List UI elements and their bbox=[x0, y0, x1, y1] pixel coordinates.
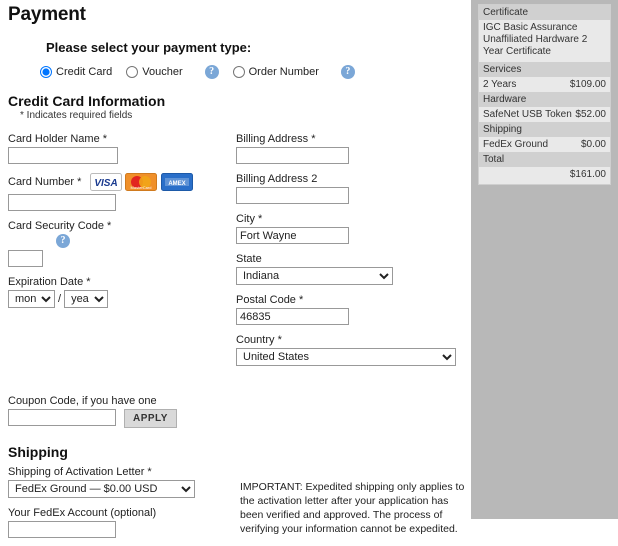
svg-text:VISA: VISA bbox=[94, 178, 119, 189]
form-column-left bbox=[8, 133, 223, 317]
page-title: Payment bbox=[8, 4, 86, 25]
field-billing-address-2 bbox=[236, 173, 466, 204]
coupon-code-input[interactable] bbox=[8, 409, 116, 426]
field-billing-address-1 bbox=[236, 133, 466, 164]
billing-address-1-input[interactable] bbox=[236, 147, 349, 164]
payment-type-credit-card-label: Credit Card bbox=[56, 66, 113, 78]
svg-text:AMEX: AMEX bbox=[167, 181, 186, 187]
city-input[interactable] bbox=[236, 227, 349, 244]
cart-line-shipping-name: FedEx Ground bbox=[483, 139, 549, 150]
expiration-separator: / bbox=[58, 293, 62, 305]
cart-line-shipping-amount: $0.00 bbox=[580, 139, 606, 150]
cart-heading-certificate: Certificate bbox=[479, 5, 610, 20]
label-city: City * bbox=[236, 213, 263, 225]
field-postal-code bbox=[236, 294, 466, 325]
field-card-holder-name bbox=[8, 133, 223, 164]
form-columns bbox=[4, 133, 462, 381]
radio-voucher[interactable] bbox=[126, 66, 138, 78]
label-state: State bbox=[236, 253, 262, 265]
cart-heading-total: Total bbox=[479, 152, 610, 167]
select-payment-type-heading: Please select your payment type: bbox=[46, 40, 252, 55]
cart-line-hardware-name: SafeNet USB Token bbox=[483, 109, 572, 120]
help-icon-security-code[interactable]: ? bbox=[56, 234, 70, 248]
label-country: Country * bbox=[236, 334, 282, 346]
label-card-holder-name: Card Holder Name * bbox=[8, 133, 108, 145]
payment-type-credit-card[interactable] bbox=[40, 66, 112, 78]
label-expiration-date: Expiration Date * bbox=[8, 276, 91, 288]
radio-credit-card[interactable] bbox=[40, 66, 52, 78]
help-icon-order-number[interactable]: ? bbox=[341, 65, 355, 79]
field-fedex-account bbox=[8, 507, 223, 538]
form-column-right bbox=[236, 133, 466, 375]
field-city bbox=[236, 213, 466, 244]
cart-line-hardware-amount: $52.00 bbox=[575, 109, 606, 120]
label-billing-address-2: Billing Address 2 bbox=[236, 173, 318, 185]
label-billing-address-1: Billing Address * bbox=[236, 133, 316, 145]
label-card-number: Card Number * bbox=[8, 175, 82, 188]
cart-total-amount: $161.00 bbox=[569, 169, 606, 180]
coupon-section bbox=[8, 395, 462, 428]
activation-letter-shipping-select[interactable] bbox=[8, 480, 195, 498]
cart-line-services-name: 2 Years bbox=[483, 79, 517, 90]
radio-order-number[interactable] bbox=[233, 66, 245, 78]
cart-line-shipping bbox=[479, 137, 610, 152]
cart-line-hardware bbox=[479, 107, 610, 122]
label-card-security-code: Card Security Code * bbox=[8, 220, 112, 232]
state-select[interactable] bbox=[236, 267, 393, 285]
cart-heading-services: Services bbox=[479, 62, 610, 77]
payment-type-radio-group bbox=[40, 65, 462, 79]
card-holder-name-input[interactable] bbox=[8, 147, 118, 164]
credit-card-section-title: Credit Card Information bbox=[8, 93, 166, 109]
visa-icon bbox=[90, 173, 122, 191]
order-summary-sidebar bbox=[471, 0, 618, 519]
field-activation-letter-shipping bbox=[8, 466, 223, 498]
country-select[interactable] bbox=[236, 348, 456, 366]
field-card-number bbox=[8, 173, 223, 211]
required-fields-note: * Indicates required fields bbox=[20, 110, 133, 121]
payment-type-voucher[interactable] bbox=[126, 66, 182, 78]
label-postal-code: Postal Code * bbox=[236, 294, 304, 306]
payment-type-order-number-label: Order Number bbox=[248, 66, 319, 78]
field-state bbox=[236, 253, 466, 285]
svg-text:MasterCard: MasterCard bbox=[131, 185, 152, 190]
billing-address-2-input[interactable] bbox=[236, 187, 349, 204]
cart-heading-shipping: Shipping bbox=[479, 122, 610, 137]
mastercard-icon bbox=[125, 173, 157, 191]
postal-code-input[interactable] bbox=[236, 308, 349, 325]
expiration-year-select[interactable] bbox=[64, 290, 108, 308]
cart-line-services-amount: $109.00 bbox=[569, 79, 606, 90]
shipping-important-note: IMPORTANT: Expedited shipping only applies to the activation letter after your application has been verified and approved. The process of verifying your information cannot be expedited. bbox=[240, 481, 465, 535]
card-brand-icons bbox=[90, 173, 192, 191]
field-card-security-code bbox=[8, 220, 223, 267]
expiration-date-row bbox=[8, 290, 223, 308]
field-expiration-date bbox=[8, 276, 223, 308]
cart-line-total bbox=[479, 167, 610, 184]
shipping-fields bbox=[8, 466, 465, 546]
label-coupon-code: Coupon Code, if you have one bbox=[8, 395, 157, 407]
cart-line-services bbox=[479, 77, 610, 92]
field-country bbox=[236, 334, 466, 366]
cart-heading-hardware: Hardware bbox=[479, 92, 610, 107]
expiration-month-select[interactable] bbox=[8, 290, 55, 308]
card-security-code-input[interactable] bbox=[8, 250, 43, 267]
order-summary-panel bbox=[478, 4, 611, 185]
label-fedex-account: Your FedEx Account (optional) bbox=[8, 507, 157, 519]
card-number-input[interactable] bbox=[8, 194, 116, 211]
payment-type-order-number[interactable] bbox=[233, 66, 319, 78]
help-icon-voucher[interactable]: ? bbox=[205, 65, 219, 79]
cart-certificate-description: IGC Basic Assurance Unaffiliated Hardware 2 Year Certificate bbox=[483, 22, 588, 57]
fedex-account-input[interactable] bbox=[8, 521, 116, 538]
shipping-section-title: Shipping bbox=[8, 444, 68, 460]
amex-icon bbox=[161, 173, 193, 191]
coupon-row bbox=[8, 409, 462, 428]
label-activation-letter-shipping: Shipping of Activation Letter * bbox=[8, 466, 152, 478]
payment-type-voucher-label: Voucher bbox=[142, 66, 183, 78]
apply-coupon-button[interactable]: APPLY bbox=[124, 409, 177, 428]
